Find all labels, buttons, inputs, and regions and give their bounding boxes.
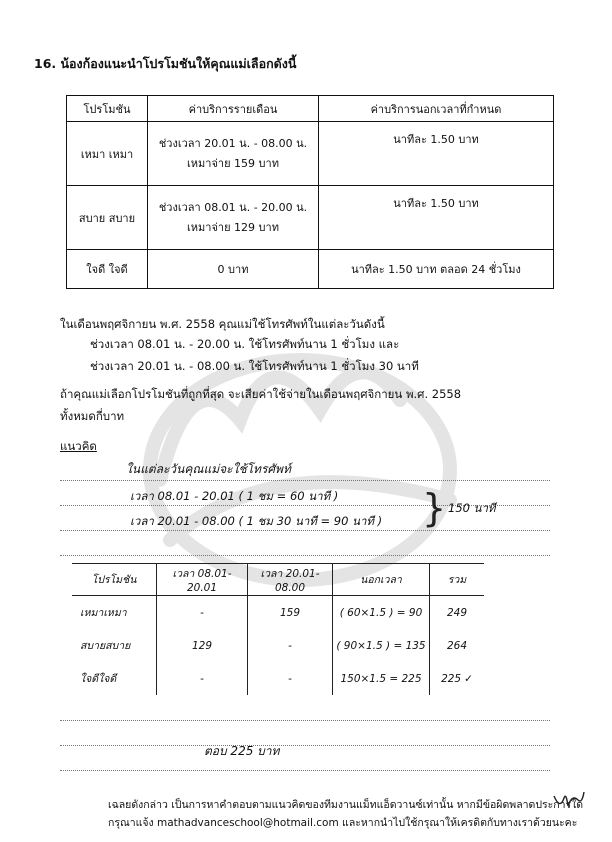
header-monthly-fee: ค่าบริการรายเดือน (148, 96, 319, 122)
extra-fee-cell: นาทีละ 1.50 บาท ตลอด 24 ชั่วโมง (319, 250, 554, 289)
handwritten-table-header (72, 564, 484, 596)
writing-line (60, 745, 550, 746)
table-row (67, 186, 554, 250)
table-row (72, 596, 484, 630)
hw-cell: เหมาเหมา (72, 596, 157, 630)
table-row (72, 629, 484, 662)
extra-fee-cell: นาทีละ 1.50 บาท (319, 186, 554, 250)
question-ask-line-2: ทั้งหมดกี่บาท (60, 409, 125, 423)
handwritten-calc-1: เวลา 08.01 - 20.01 ( 1 ชม = 60 นาที ) (130, 489, 339, 503)
header-promotion: โปรโมชัน (67, 96, 148, 122)
hw-header-day: เวลา 08.01-20.01 (157, 564, 248, 596)
monthly-fee-amount: เหมาจ่าย 159 บาท (187, 156, 279, 170)
handwritten-total: 150 นาที (448, 501, 496, 515)
hw-header-night: เวลา 20.01-08.00 (248, 564, 333, 596)
hw-cell: สบายสบาย (72, 629, 157, 662)
monthly-fee-cell (148, 186, 319, 250)
hw-cell: ใจดีใจดี (72, 662, 157, 695)
hw-header-total: รวม (430, 564, 485, 596)
signature-icon (552, 788, 586, 814)
condition-line-2: ช่วงเวลา 20.01 น. - 08.00 น. ใช้โทรศัพท์นาน 1 ชั่วโมง 30 นาที (90, 359, 419, 373)
hw-cell: ( 90×1.5 ) = 135 (333, 629, 430, 662)
hw-cell: 249 (446, 606, 468, 619)
answer-text: ตอบ 225 บาท (204, 744, 280, 758)
check-mark-icon: ✓ (464, 672, 473, 685)
hw-cell: 159 (248, 596, 333, 630)
table-row (67, 122, 554, 186)
footer-line-2: กรุณาแจ้ง mathadvanceschool@hotmail.com และหากนำไปใช้กรุณาให้เครดิตกับทางเราด้วยนะคะ (108, 817, 578, 829)
curly-brace: } (422, 486, 447, 530)
monthly-fee-cell (148, 122, 319, 186)
handwritten-table (72, 563, 484, 695)
hw-header-promotion: โปรโมชัน (72, 564, 157, 596)
handwritten-title: ในแต่ละวันคุณแม่จะใช้โทรศัพท์ (126, 462, 291, 476)
hw-cell: 150×1.5 = 225 (333, 662, 430, 695)
question-title: 16. น้องก้องแนะนำโปรโมชันให้คุณแม่เลือกดังนี้ (34, 56, 297, 71)
question-ask-line-1: ถ้าคุณแม่เลือกโปรโมชันที่ถูกที่สุด จะเสียค่าใช้จ่ายในเดือนพฤศจิกายน พ.ศ. 2558 (60, 387, 462, 401)
promo-name: เหมา เหมา (67, 122, 148, 186)
handwritten-calc-2: เวลา 20.01 - 08.00 ( 1 ชม 30 นาที = 90 นาที ) (130, 514, 383, 528)
hw-cell: 129 (157, 629, 248, 662)
condition-line-1: ช่วงเวลา 08.01 น. - 20.00 น. ใช้โทรศัพท์นาน 1 ชั่วโมง และ (90, 337, 400, 351)
hw-header-extra: นอกเวลา (333, 564, 430, 596)
monthly-fee-period: ช่วงเวลา 20.01 น. - 08.00 น. (158, 136, 308, 150)
extra-fee-cell: นาทีละ 1.50 บาท (319, 122, 554, 186)
header-extra-fee: ค่าบริการนอกเวลาที่กำหนด (319, 96, 554, 122)
hw-cell: - (157, 596, 248, 630)
hw-cell (430, 662, 485, 695)
promo-name: ใจดี ใจดี (67, 250, 148, 289)
hw-cell: - (248, 629, 333, 662)
writing-line (60, 720, 550, 721)
writing-line (60, 770, 550, 771)
table-row (67, 250, 554, 289)
monthly-fee-period: ช่วงเวลา 08.01 น. - 20.00 น. (158, 200, 308, 214)
hw-cell: - (248, 662, 333, 695)
hw-total-value: 225 (441, 672, 462, 685)
writing-line (60, 555, 550, 556)
monthly-fee-amount: เหมาจ่าย 129 บาท (187, 220, 279, 234)
hw-cell: 264 (446, 639, 468, 652)
footer-line-1: เฉลยดังกล่าว เป็นการหาคำตอบตามแนวคิดของทีมงานแม็ทแอ็ดวานซ์เท่านั้น หากมีข้อผิดพลาดประการใด (108, 799, 584, 811)
table-row (72, 662, 484, 695)
monthly-fee-cell: 0 บาท (148, 250, 319, 289)
approach-label: แนวคิด (60, 439, 97, 453)
conditions-intro: ในเดือนพฤศจิกายน พ.ศ. 2558 คุณแม่ใช้โทรศัพท์ในแต่ละวันดังนี้ (60, 317, 385, 331)
promotion-table (66, 95, 554, 289)
promotion-table-header (67, 96, 554, 122)
promo-name: สบาย สบาย (67, 186, 148, 250)
hw-cell: ( 60×1.5 ) = 90 (333, 596, 430, 630)
hw-cell: - (157, 662, 248, 695)
writing-line (60, 480, 550, 481)
